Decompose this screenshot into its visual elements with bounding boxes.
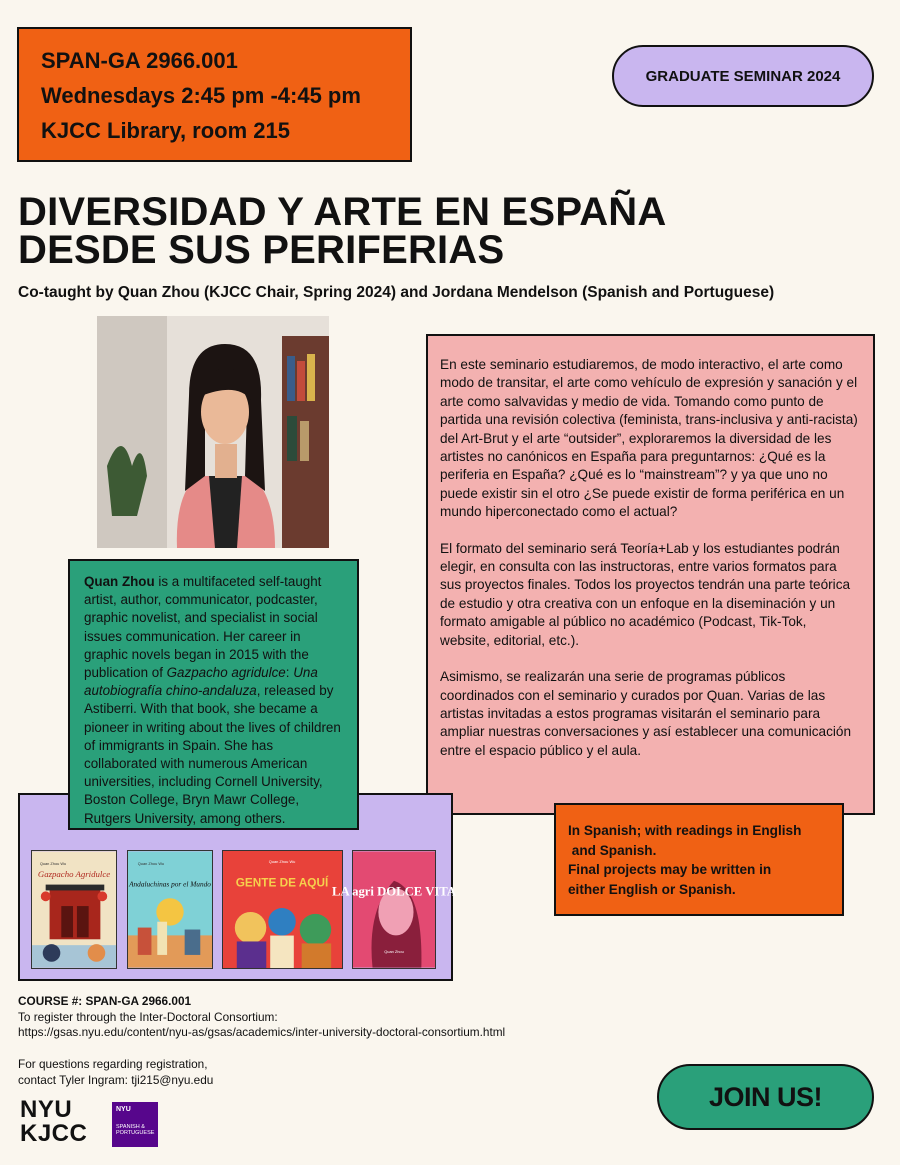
cover-4-title: LA agri DOLCE VITA <box>332 884 456 899</box>
language-note-line-1: In Spanish; with readings in English <box>568 823 802 838</box>
logo-kjcc-text: KJCC <box>20 1120 88 1147</box>
language-note-line-4: either English or Spanish. <box>568 881 736 897</box>
book-cover-la-agridolce-vita <box>332 850 456 969</box>
cover-4-author: Quan Zhou <box>384 948 404 954</box>
cover-1-title: Gazpacho Agridulce <box>37 868 111 879</box>
logo-nyu-text: NYU <box>20 1096 73 1123</box>
language-note-line-2: and Spanish. <box>568 842 657 858</box>
bio-book-subtitle: Una autobiografía chino-andaluza <box>84 665 318 699</box>
register-text: To register through the Inter-Doctoral Consortium: <box>18 1009 278 1024</box>
cover-3-title: GENTE DE AQUÍ <box>235 876 329 890</box>
course-schedule: Wednesdays 2:45 pm -4:45 pm <box>41 83 361 108</box>
bio-text-2: , released by Astiberri. With that book, she became a pioneer in writing about the lives of children of immigrants in Spain. She has collaborated with numerous American universities, including Cornell University, Boston College, Bryn Mawr College, Rutgers University, among others. <box>84 683 341 826</box>
book-cover-gente-de-aqui <box>222 850 343 969</box>
page-title <box>18 190 878 272</box>
course-number: COURSE #: SPAN-GA 2966.001 <box>18 994 192 1008</box>
cover-2-title: Andaluchinas por el Mundo <box>129 879 211 889</box>
nyu-kjcc-logo <box>20 1098 87 1146</box>
title-line-2: DESDE SUS PERIFERIAS <box>18 228 505 272</box>
cover-3-author: Quan Zhou Wu <box>268 858 296 864</box>
bio-book-title: Gazpacho agridulce <box>166 665 286 681</box>
book-cover-andaluchinas <box>127 850 213 969</box>
portrait-photo <box>97 316 329 548</box>
language-note <box>554 803 844 916</box>
portrait-illustration <box>97 316 329 548</box>
registration-info <box>18 994 505 1041</box>
description-paragraph-3: Asimismo, se realizarán una serie de programas públicos coordinados con el seminario y curados por Quan. Varias de las artistas invitadas a estos programas visitarán el seminario para ampliar nuestras conversaciones y así establecer una comunicación entre el espacio público y el aula. <box>440 669 852 758</box>
graduate-seminar-badge: GRADUATE SEMINAR 2024 <box>612 45 874 107</box>
course-code: SPAN-GA 2966.001 <box>41 48 238 73</box>
bio-text-1: is a multifaceted self-taught artist, author, communicator, podcaster, graphic novelist, and specialist in social issues communication. Her career in graphic novels began in 2015 with the publication of <box>84 574 322 681</box>
author-bio <box>68 559 359 830</box>
cover-1-author: Quan Zhou Wu <box>39 861 67 867</box>
contact-email[interactable]: contact Tyler Ingram: tji215@nyu.edu <box>18 1072 214 1087</box>
book-cover-gazpacho-agridulce <box>31 850 117 969</box>
dept-line-2: PORTUGUESE <box>116 1130 155 1136</box>
contact-info <box>18 1057 213 1088</box>
join-us-button[interactable]: JOIN US! <box>657 1064 874 1130</box>
language-note-line-3: Final projects may be written in <box>568 862 772 877</box>
dept-line-1: SPANISH & <box>116 1123 145 1130</box>
questions-text: For questions regarding registration, <box>18 1057 208 1071</box>
course-info-box <box>17 27 412 162</box>
cover-2-author: Quan Zhou Wu <box>137 861 165 867</box>
description-paragraph-2: El formato del seminario será Teoría+Lab y los estudiantes podrán elegir, en consulta con las instructoras, entre varios formatos para sus proyectos finales. Todos los proyectos tendrán una parte teórica de estudio y otra creativa con un enfoque en la diseminación y un formato amigable al público no académico (Podcast, Tik-Tok, website, editorial, etc.). <box>440 540 851 648</box>
page-subtitle: Co-taught by Quan Zhou (KJCC Chair, Spring 2024) and Jordana Mendelson (Spanish and Portuguese) <box>18 284 775 301</box>
bio-name: Quan Zhou <box>84 574 155 589</box>
seminar-description <box>426 334 875 815</box>
register-url-link[interactable]: https://gsas.nyu.edu/content/nyu-as/gsas/academics/inter-university-doctoral-consortium.html <box>18 1025 506 1039</box>
title-line-1: DIVERSIDAD Y ARTE EN ESPAÑA <box>18 190 667 234</box>
course-location: KJCC Library, room 215 <box>41 118 291 143</box>
bio-colon: : <box>285 665 294 681</box>
spanish-portuguese-logo <box>112 1102 158 1147</box>
description-paragraph-1: En este seminario estudiaremos, de modo interactivo, el arte como modo de transitar, el arte como vehículo de expresión y sanación y el arte como salvavidas y medio de vida. Tomando como punto de partida una revisión colectiva (feminista, trans-inclusiva y anti-racista) del Art-Brut y el arte “outsider”, exploraremos la diversidad de les artistes no canónicos en España para preguntarnos: ¿Qué es la periferia en España? ¿Qué es lo “mainstream”? y ya que uno no puede existir sin el otro ¿Se puede existir de forma periférica en un mundo hiperconectado como el actual? <box>440 357 858 520</box>
nyu-torch-logo-text: NYU <box>116 1106 131 1113</box>
